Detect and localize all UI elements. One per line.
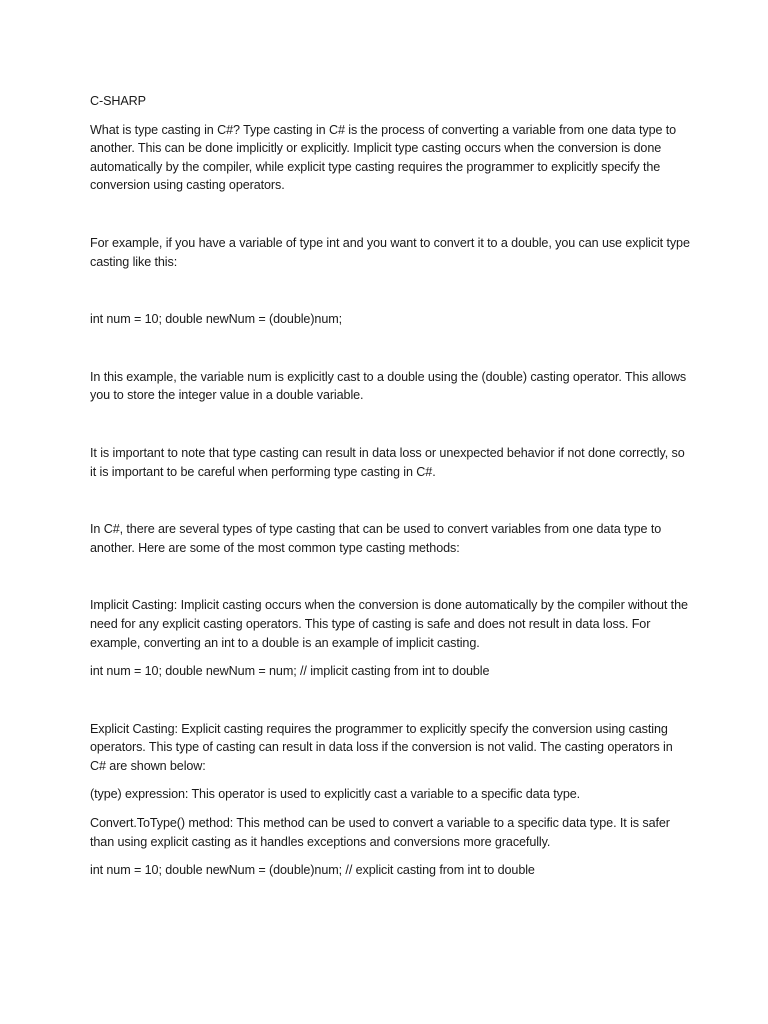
paragraph-explanation: In this example, the variable num is explicitly cast to a double using the (double) casting operator. This allows you to store the integer value in a double variable. [90, 369, 687, 403]
code-example-explicit: int num = 10; double newNum = (double)num; [90, 312, 343, 327]
paragraph-caution: It is important to note that type casting can result in data loss or unexpected behavior if not done correctly, so it is important to be careful when performing type casting in C#. [90, 445, 685, 479]
paragraph-types-intro: In C#, there are several types of type casting that can be used to convert variables from one data type to another. Here are some of the most common type casting methods: [90, 522, 662, 555]
paragraph-type-expression: (type) expression: This operator is used to explicitly cast a variable to a specific data type. [90, 787, 581, 802]
paragraph-convert-method: Convert.ToType() method: This method can be used to convert a variable to a specific data type. It is safer than using explicit casting as it handles exceptions and conversions more gracefully. [90, 816, 670, 849]
paragraph-example: For example, if you have a variable of type int and you want to convert it to a double, you can use explicit type casting like this: [90, 235, 690, 269]
paragraph-intro: What is type casting in C#? Type casting in C# is the process of converting a variable from one data type to another. This can be done implicitly or explicitly. Implicit type casting occurs when the conversion is done automatically by the compiler, while explicit type casting requires the programmer to explicitly specify the conversion using casting operators. [90, 122, 677, 193]
code-explicit-casting: int num = 10; double newNum = (double)num; // explicit casting from int to double [90, 863, 535, 878]
document-title: C-SHARP [90, 94, 146, 108]
paragraph-explicit-casting: Explicit Casting: Explicit casting requires the programmer to explicitly specify the conversion using casting operators. This type of casting can result in data loss if the conversion is not valid. The casting operators in C# are shown below: [90, 721, 673, 773]
document-page [90, 92, 690, 880]
paragraph-implicit-casting: Implicit Casting: Implicit casting occurs when the conversion is done automatically by the compiler without the need for any explicit casting operators. This type of casting is safe and does not result in data loss. For example, converting an int to a double is an example of implicit casting. [90, 598, 688, 650]
code-implicit-casting: int num = 10; double newNum = num; // implicit casting from int to double [90, 664, 490, 679]
